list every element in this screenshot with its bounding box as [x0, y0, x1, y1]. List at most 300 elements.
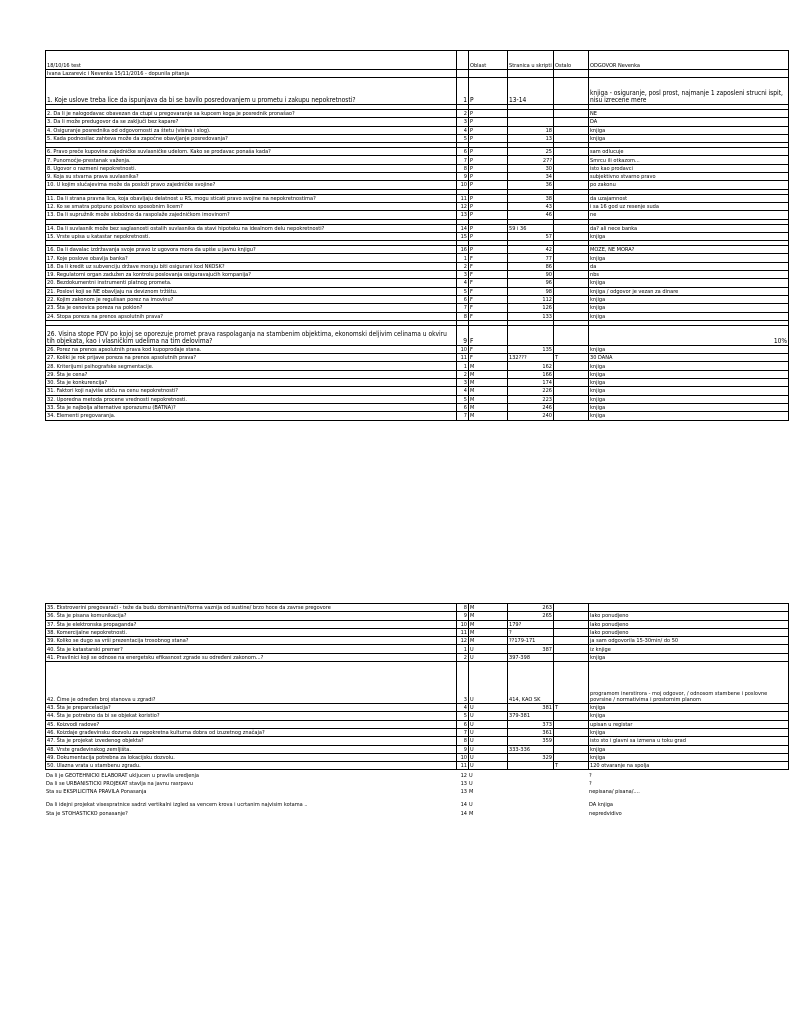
question-cell: 19. Regulatorni organ zadužen za kontrolu poslovanja osiguravajućih kompanija?	[46, 271, 457, 279]
table-row	[46, 628, 789, 636]
oblast-cell: P	[469, 246, 508, 254]
ostalo-cell	[554, 745, 589, 753]
answer-cell: knjiga	[589, 345, 789, 353]
table-row	[45, 800, 788, 808]
question-cell: 44. Šta je potrebno da bi se objekat koristio?	[46, 712, 457, 720]
table-row	[46, 720, 789, 728]
stranica-cell: 226	[508, 387, 554, 395]
ostalo-cell	[554, 262, 589, 270]
answer-cell: knjiga	[589, 134, 789, 142]
col-odgovor-header: ODGOVOR Nevenka	[589, 51, 789, 70]
stranica-cell: 179?	[508, 620, 554, 628]
stranica-cell: 135	[508, 345, 554, 353]
number-cell: 1	[457, 362, 469, 370]
stranica-cell: 30	[508, 164, 554, 172]
oblast-cell: U	[469, 802, 473, 809]
table-row	[46, 224, 789, 232]
oblast-cell: U	[469, 753, 508, 761]
table-row	[46, 745, 789, 753]
ostalo-cell	[554, 387, 589, 395]
ostalo-cell	[554, 246, 589, 254]
question-cell: 42. Čime je određen broj stanova u zgradi?	[46, 662, 457, 704]
stranica-cell: 98	[508, 287, 554, 295]
table-row	[46, 287, 789, 295]
question-cell: 33. Šta je najbolja alternative sporazumu (BATNA)?	[46, 403, 457, 411]
oblast-cell: M	[469, 810, 474, 817]
question-cell: Da li je GEOTEHNICKI ELABORAT ukljucen u pravila uredjenja	[46, 772, 200, 779]
answer-cell: knjiga	[589, 745, 789, 753]
ostalo-cell	[554, 325, 589, 345]
question-cell: 11. Da li strana pravna lica, koja obavljaju delatnost u RS, mogu sticati pravo svojine na nepokretnostima?	[46, 194, 457, 202]
oblast-cell: M	[469, 789, 474, 796]
answer-cell: knjiga	[589, 653, 789, 661]
table-row	[46, 134, 789, 142]
table-row	[46, 164, 789, 172]
stranica-cell: 38	[508, 194, 554, 202]
stranica-cell: 18	[508, 126, 554, 134]
answer-cell: knjiga	[589, 279, 789, 287]
col-ostalo-header: Ostalo	[554, 51, 589, 70]
stranica-cell: 13	[508, 134, 554, 142]
number-cell: 7	[457, 156, 469, 164]
number-cell: 7	[457, 304, 469, 312]
question-cell: Sta je STOHASTICKO ponasanje?	[46, 810, 128, 817]
stranica-cell: 329	[508, 753, 554, 761]
number-cell: 4	[457, 704, 469, 712]
table-row	[46, 662, 789, 704]
number-cell: 1	[457, 645, 469, 653]
oblast-cell: F	[469, 354, 508, 362]
number-cell: 7	[457, 412, 469, 420]
oblast-cell: F	[469, 295, 508, 303]
number-cell: 5	[457, 712, 469, 720]
number-cell: 7	[457, 728, 469, 736]
table-row	[46, 156, 789, 164]
oblast-cell: F	[469, 325, 508, 345]
answer-cell: knjiga	[589, 126, 789, 134]
stranica-cell: 333-336	[508, 745, 554, 753]
answer-cell: 120 otvaranje na spolja	[589, 762, 789, 770]
number-cell: 5	[457, 395, 469, 403]
oblast-cell: U	[469, 762, 508, 770]
stranica-cell: 57	[508, 232, 554, 240]
answer-cell	[589, 604, 789, 612]
table-row	[46, 325, 789, 345]
answer-cell: knjiga - osiguranje, posl prost, najmanje 1 zaposleni strucni ispit, nisu izrecene mere	[589, 78, 789, 105]
answer-cell: NE	[589, 110, 789, 118]
question-cell: 7. Punomoćje-prestanak važenja.	[46, 156, 457, 164]
ostalo-cell	[554, 78, 589, 105]
number-cell: 4	[457, 279, 469, 287]
number-cell: 14	[460, 802, 467, 809]
number-cell: 9	[457, 325, 469, 345]
stranica-cell: 265	[508, 612, 554, 620]
ostalo-cell: T	[554, 762, 589, 770]
answer-cell: 10%	[589, 325, 789, 345]
question-cell: 49. Dokumentacija potrebna za lokacijsku dozvolu.	[46, 753, 457, 761]
stranica-cell: 246	[508, 403, 554, 411]
answer-cell: subjektivno stvarno pravo	[589, 173, 789, 181]
ostalo-cell	[554, 653, 589, 661]
answer-cell: knjiga	[589, 379, 789, 387]
oblast-cell: U	[469, 645, 508, 653]
ostalo-cell	[554, 637, 589, 645]
stranica-cell: 34	[508, 173, 554, 181]
number-cell: 5	[457, 287, 469, 295]
number-cell: 2	[457, 262, 469, 270]
question-cell: 22. Kojim zakonom je regulisan porez na imovinu?	[46, 295, 457, 303]
number-cell: 2	[457, 370, 469, 378]
oblast-cell: P	[469, 181, 508, 189]
question-cell: 35. Ekstroverini pregovarači - teže da budu dominantni/forma vaznija od sustine/ brzo hoce da zavrse pregovore	[46, 604, 457, 612]
stranica-cell: 361	[508, 728, 554, 736]
table-row	[46, 704, 789, 712]
answer-cell: knjiga	[589, 254, 789, 262]
col-stranica-header: Stranica u skripti	[508, 51, 554, 70]
stranica-cell	[507, 779, 553, 787]
stranica-cell: 133	[508, 312, 554, 320]
table-row	[46, 737, 789, 745]
oblast-cell: F	[469, 262, 508, 270]
ostalo-cell	[554, 110, 589, 118]
number-cell: 12	[457, 637, 469, 645]
question-cell: 2. Da li je nalogodavac obavezan da ctupi u pregovaranje sa kupcem koga je posrednik pronašao?	[46, 110, 457, 118]
answer-cell: knjiga	[589, 728, 789, 736]
number-cell: 10	[457, 181, 469, 189]
ostalo-cell: T	[554, 354, 589, 362]
oblast-cell: U	[469, 737, 508, 745]
ostalo-cell	[553, 787, 588, 795]
number-cell: 11	[457, 762, 469, 770]
answer-cell: programom inerstirora - moj odgovor, / odnosom stambene i poslovne povrsine / normativima i prostornim planom	[589, 662, 789, 704]
question-cell: 14. Da li suvlasnik može bez saglasnosti ostalih suvlasnika da stavi hipoteku na idealnom delu nepokretnosti?	[46, 224, 457, 232]
table-row	[46, 345, 789, 353]
number-cell: 9	[457, 612, 469, 620]
answer-cell: knjiga	[589, 362, 789, 370]
ostalo-cell	[554, 254, 589, 262]
answer-cell: DA knjiga	[589, 802, 613, 809]
question-cell: 32. Uporedna metoda procene vrednosti nepokretnosti.	[46, 395, 457, 403]
sheet-title: 18/10/16 test	[46, 51, 457, 70]
ostalo-cell	[554, 604, 589, 612]
table-row	[45, 770, 788, 778]
table-row	[46, 211, 789, 219]
stranica-cell	[508, 118, 554, 126]
ostalo-cell	[554, 156, 589, 164]
ostalo-cell	[554, 362, 589, 370]
number-cell: 3	[457, 271, 469, 279]
oblast-cell: U	[469, 780, 473, 787]
question-cell: 20. Bezdokumentni instrumenti platnog prometa.	[46, 279, 457, 287]
answer-cell: knjiga / odgovor je vezan za dinare	[589, 287, 789, 295]
ostalo-cell	[554, 628, 589, 636]
ostalo-cell	[554, 173, 589, 181]
oblast-cell: M	[469, 612, 508, 620]
question-cell: 17. Koje poslove obavlja banka?	[46, 254, 457, 262]
ostalo-cell	[554, 224, 589, 232]
oblast-cell: F	[469, 271, 508, 279]
oblast-cell: P	[469, 134, 508, 142]
stranica-cell: 240	[508, 412, 554, 420]
answer-cell: iz knjige	[589, 645, 789, 653]
ostalo-cell	[554, 118, 589, 126]
stranica-cell: 36	[508, 181, 554, 189]
answer-cell: 30 DANA	[589, 354, 789, 362]
table-row	[46, 612, 789, 620]
question-cell: 13. Da li supružnik može slobodno da raspolaže zajedničkom imovinom?	[46, 211, 457, 219]
question-cell: 4. Osiguranje posrednika od odgovornosti za štetu (visina i slog).	[46, 126, 457, 134]
number-cell: 13	[460, 789, 467, 796]
ostalo-cell	[554, 412, 589, 420]
number-cell: 10	[457, 753, 469, 761]
table-row	[46, 271, 789, 279]
oblast-cell: M	[469, 412, 508, 420]
ostalo-cell	[554, 295, 589, 303]
number-cell: 5	[457, 134, 469, 142]
question-cell: 31. Faktori koji najviše utiču na cenu nepokretnosti?	[46, 387, 457, 395]
answer-cell: lako ponudjeno	[589, 628, 789, 636]
number-cell: 6	[457, 720, 469, 728]
oblast-cell: M	[469, 620, 508, 628]
ostalo-cell	[554, 271, 589, 279]
oblast-cell: P	[469, 202, 508, 210]
oblast-cell: F	[469, 304, 508, 312]
oblast-cell: P	[469, 211, 508, 219]
ostalo-cell	[554, 612, 589, 620]
header-row	[46, 51, 789, 70]
oblast-cell: M	[469, 379, 508, 387]
table-row	[46, 753, 789, 761]
stranica-cell: 90	[508, 271, 554, 279]
stranica-cell: 13-14	[508, 78, 554, 105]
questions-table-1	[45, 50, 789, 421]
question-cell: 45. Koizvodi radove?	[46, 720, 457, 728]
stranica-cell: 379-381	[508, 712, 554, 720]
number-cell: 9	[457, 745, 469, 753]
stranica-cell: 263	[508, 604, 554, 612]
oblast-cell: P	[469, 173, 508, 181]
table-row	[46, 181, 789, 189]
number-cell: 8	[457, 164, 469, 172]
table-row	[46, 712, 789, 720]
table-row	[46, 762, 789, 770]
question-cell: 29. Šta je cena?	[46, 370, 457, 378]
oblast-cell: M	[469, 628, 508, 636]
stranica-cell: 174	[508, 379, 554, 387]
table-row	[46, 254, 789, 262]
answer-cell: lako ponudjeno	[589, 620, 789, 628]
number-cell: 13	[457, 211, 469, 219]
number-cell: 6	[457, 148, 469, 156]
ostalo-cell	[554, 211, 589, 219]
answer-cell: ja sam odgovorila 15-30min/ do 50	[589, 637, 789, 645]
table-row	[46, 604, 789, 612]
ostalo-cell: T	[554, 704, 589, 712]
oblast-cell: P	[469, 224, 508, 232]
number-cell: 6	[457, 403, 469, 411]
ostalo-cell	[554, 379, 589, 387]
answer-cell: DA	[589, 118, 789, 126]
question-cell: 38. Komercijalne nepokretnosti.	[46, 628, 457, 636]
question-cell: 5. Kada podnosilac zahteva može da započne obavljanje posredovanja?	[46, 134, 457, 142]
answer-cell: da	[589, 262, 789, 270]
number-cell: 2	[457, 110, 469, 118]
oblast-cell: U	[469, 772, 473, 779]
stranica-cell: 86	[508, 262, 554, 270]
stranica-cell: 223	[508, 395, 554, 403]
ostalo-cell	[553, 800, 588, 808]
table-row	[46, 403, 789, 411]
ostalo-cell	[554, 148, 589, 156]
question-cell: 23. Šta je osnovica poreza na poklon?	[46, 304, 457, 312]
answer-cell: da uzajamnost	[589, 194, 789, 202]
ostalo-cell	[553, 770, 588, 778]
table-row	[46, 110, 789, 118]
oblast-cell: P	[469, 110, 508, 118]
question-cell: 50. Ulazna vrata u stambenu zgradu.	[46, 762, 457, 770]
oblast-cell: P	[469, 78, 508, 105]
table-row	[45, 779, 788, 787]
question-cell: 10. U kojim slučajevima može da posloži pravo zajedničke svojine?	[46, 181, 457, 189]
table-row	[46, 370, 789, 378]
oblast-cell: M	[469, 403, 508, 411]
answer-cell: knjiga	[589, 395, 789, 403]
question-cell: 9. Koja su stvarna prava suvlasnika?	[46, 173, 457, 181]
question-cell: Da li se URBANISTICKI PROJEKAT stavlja na javnu rasrpavu	[46, 780, 193, 787]
ostalo-cell	[553, 779, 588, 787]
answer-cell: sam odlucuje	[589, 148, 789, 156]
ostalo-cell	[554, 712, 589, 720]
stranica-cell	[508, 110, 554, 118]
answer-cell: ?	[589, 780, 592, 787]
table-row	[46, 202, 789, 210]
oblast-cell: F	[469, 312, 508, 320]
number-cell: 14	[460, 810, 467, 817]
question-cell: Sta su EKSPILICITNA PRAVILA Ponasanja	[46, 789, 147, 796]
col-oblast-header: Oblast	[469, 51, 508, 70]
number-cell: 1	[457, 78, 469, 105]
table-row	[46, 173, 789, 181]
stranica-cell	[507, 809, 553, 817]
table-row	[46, 312, 789, 320]
oblast-cell: M	[469, 395, 508, 403]
ostalo-cell	[554, 287, 589, 295]
ostalo-cell	[554, 753, 589, 761]
question-cell: 27. Koliki je rok prijave poreza na prenos apsolutnih prava?	[46, 354, 457, 362]
number-cell: 10	[457, 345, 469, 353]
oblast-cell: U	[469, 745, 508, 753]
answer-cell: knjiga	[589, 304, 789, 312]
number-cell: 3	[457, 118, 469, 126]
table-row	[46, 387, 789, 395]
ostalo-cell	[554, 620, 589, 628]
answer-cell: nepredvidivo	[589, 810, 622, 817]
oblast-cell: U	[469, 704, 508, 712]
question-cell: 16. Da li davalac izdržavanja svoje pravo iz ugovora mora da upiše u javnu knjigu?	[46, 246, 457, 254]
answer-cell: knjiga	[589, 387, 789, 395]
table-row	[46, 379, 789, 387]
answer-cell: isto kao prodavci	[589, 164, 789, 172]
table-row	[46, 78, 789, 105]
question-cell: 36. Šta je pisana komunikacija?	[46, 612, 457, 620]
answer-cell: upisan u registar	[589, 720, 789, 728]
answer-cell: po zakonu	[589, 181, 789, 189]
stranica-cell: 373	[508, 720, 554, 728]
ostalo-cell	[554, 662, 589, 704]
ostalo-cell	[554, 720, 589, 728]
number-cell: 16	[457, 246, 469, 254]
number-cell: 8	[457, 737, 469, 745]
question-cell: 1. Koje uslove treba lice da ispunjava da bi se bavilo posredovanjem u prometu i zakupu nepokretnosti?	[46, 78, 457, 105]
oblast-cell: F	[469, 345, 508, 353]
stranica-cell: 46	[508, 211, 554, 219]
stranica-cell: 42	[508, 246, 554, 254]
question-cell: Da li idejni projekat visespratnice sadrzi vertikalni izgled sa vencem krova i ucrtanim najvisim kotama ..	[46, 802, 308, 809]
stranica-cell: 397-398	[508, 653, 554, 661]
oblast-cell: P	[469, 232, 508, 240]
question-cell: 30. Šta je konkurencija?	[46, 379, 457, 387]
stranica-cell: 77	[508, 254, 554, 262]
oblast-cell: U	[469, 653, 508, 661]
stranica-cell: 162	[508, 362, 554, 370]
table-row	[45, 787, 788, 795]
table-row	[46, 232, 789, 240]
question-cell: 24. Stopa poreza na prenos apsolutnih prava?	[46, 312, 457, 320]
ostalo-cell	[554, 345, 589, 353]
oblast-cell: U	[469, 728, 508, 736]
ostalo-cell	[554, 645, 589, 653]
oblast-cell: U	[469, 712, 508, 720]
table-row	[46, 148, 789, 156]
ostalo-cell	[554, 304, 589, 312]
question-cell: 46. Koizdaje građevinsku dozvolu za nepokretna kulturna dobra od izuzetnog značaja?	[46, 728, 457, 736]
question-cell: 26. Visina stope PDV po kojoj se oporezuje promet prava raspolaganja na stambenim objektima, ekonomski deljivim celinama u okviru tih objekata, kao i vlasničkim udelima na tim delovima?	[46, 325, 457, 345]
number-cell: 11	[457, 354, 469, 362]
oblast-cell: P	[469, 194, 508, 202]
sheet-top	[45, 50, 787, 421]
ostalo-cell	[554, 134, 589, 142]
ostalo-cell	[553, 809, 588, 817]
stranica-cell	[507, 800, 553, 808]
answer-cell: knjiga	[589, 232, 789, 240]
number-cell: 12	[460, 772, 467, 779]
question-cell: 34. Elementi pregovaranja.	[46, 412, 457, 420]
answer-cell: knjiga	[589, 370, 789, 378]
ostalo-cell	[554, 370, 589, 378]
stranica-cell: 381	[508, 704, 554, 712]
stranica-cell: 132???	[508, 354, 554, 362]
oblast-cell: M	[469, 604, 508, 612]
stranica-cell: 166	[508, 370, 554, 378]
number-cell: 3	[457, 379, 469, 387]
sheet-bottom	[45, 603, 773, 817]
table-row	[46, 279, 789, 287]
question-cell: 40. Šta je katastarski premer?	[46, 645, 457, 653]
number-cell: 8	[457, 312, 469, 320]
oblast-cell: P	[469, 156, 508, 164]
table-row	[46, 412, 789, 420]
oblast-cell: F	[469, 279, 508, 287]
sheet-subtitle: Ivana Lazarevic i Nevenka 15/11/2016 - dopunila pitanja	[46, 70, 457, 78]
table-row	[45, 809, 788, 817]
number-cell: 13	[460, 780, 467, 787]
question-cell: 18. Da li kredit uz subvenciju države moraju biti osigurani kod NKOSK?	[46, 262, 457, 270]
table-row	[46, 728, 789, 736]
question-cell: 26. Porez na prenos apsolutnih prava kod kupoprodaje stana.	[46, 345, 457, 353]
table-row	[46, 262, 789, 270]
number-cell: 9	[457, 173, 469, 181]
table-row	[46, 354, 789, 362]
